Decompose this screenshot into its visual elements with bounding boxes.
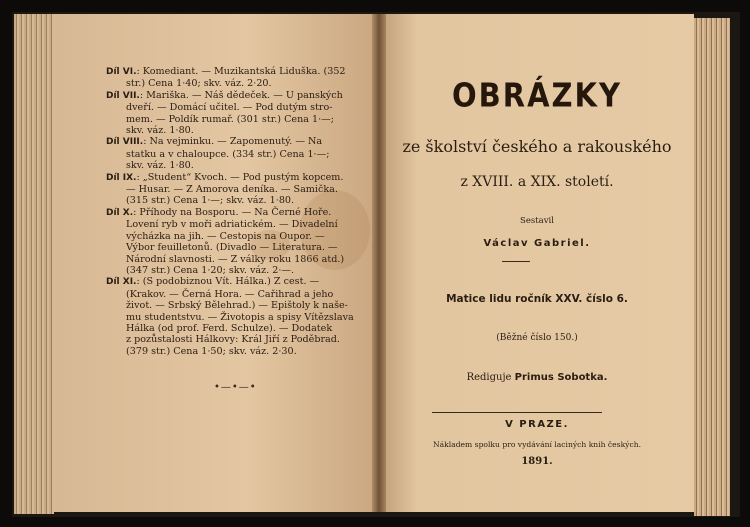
entry-line: Hálka (od prof. Ferd. Schulze). — Dodatek: [126, 322, 333, 334]
entry-line: [106, 276, 356, 288]
entry-text: : Mariška. — Náš dědeček. — U panských: [139, 89, 343, 101]
compiled-by-label: Sestavil: [520, 216, 554, 226]
running-number: (Běžné číslo 150.): [496, 333, 578, 343]
editor-prefix: Rediguje: [466, 372, 512, 383]
entry-line: mem. — Poldík rumař. (301 str.) Cena 1·—;: [126, 113, 335, 125]
entry-line: skv. váz. 1·80.: [126, 125, 194, 137]
entry-line: — Husar. — Z Amorova deníka. — Samička.: [126, 184, 338, 196]
entry-line: Lovení ryb v moři adriatickém. — Divadelní: [126, 219, 338, 231]
entry-line: z pozůstalosti Hálkovy: Král Jiří z Poděbrad.: [126, 334, 340, 346]
volume-label: Díl VII.: [106, 90, 140, 101]
entry-line: str.) Cena 1·40; skv. váz. 2·20.: [126, 78, 272, 90]
volume-entry: [106, 276, 356, 357]
volume-entry: [106, 90, 356, 137]
entry-line: [106, 136, 356, 148]
entry-line: [106, 172, 356, 184]
editor-name: Primus Sobotka.: [514, 372, 608, 383]
entry-line: dveří. — Domácí učitel. — Pod dutým stro-: [126, 102, 333, 114]
publication-city: V PRAZE.: [505, 419, 569, 430]
entry-text: : Na vejminku. — Zapomenutý. — Na: [143, 136, 323, 148]
editor-line: [380, 372, 694, 383]
page-edges-left: [14, 14, 54, 514]
ornamental-rule: [432, 412, 602, 413]
ornament-divider: •—•—•: [214, 382, 257, 393]
entry-line: (347 str.) Cena 1·20; skv. váz. 2·—.: [126, 264, 295, 276]
entry-line: (379 str.) Cena 1·50; skv. váz. 2·30.: [126, 345, 297, 357]
volume-entry: [106, 207, 356, 276]
publication-year: 1891.: [521, 456, 553, 467]
entry-text: : „Student“ Kvoch. — Pod pustým kopcem.: [136, 171, 344, 183]
entry-line: Národní slavnosti. — Z války roku 1866 atd.): [126, 253, 345, 265]
volume-label: Díl VI.: [106, 67, 137, 77]
author-name: Václav Gabriel.: [483, 238, 591, 249]
entry-line: Výbor feuilletonů. (Divadlo — Literatura. —: [126, 242, 338, 254]
short-rule: [502, 261, 530, 262]
entry-text: : Příhody na Bosporu. — Na Černé Hoře.: [133, 206, 332, 218]
subtitle-line-1: ze školství českého a rakouského: [402, 137, 672, 156]
subtitle-line-2: z XVIII. a XIX. století.: [460, 174, 614, 190]
entry-line: [106, 66, 356, 78]
entry-line: život. — Srbský Bělehrad.) — Epištoly k naše-: [126, 300, 348, 312]
volume-entry: [106, 136, 356, 171]
volume-entry: [106, 172, 356, 207]
entry-line: statku a v chaloupce. (334 str.) Cena 1·—;: [126, 148, 330, 160]
entry-line: [106, 90, 356, 102]
volume-label: Díl XI.: [106, 277, 137, 288]
volume-entry: [106, 66, 356, 90]
volume-label: Díl IX.: [106, 172, 137, 183]
entry-line: [106, 207, 356, 219]
entry-line: (315 str.) Cena 1·—; skv. váz. 1·80.: [126, 195, 295, 207]
publisher-line: Nákladem spolku pro vydávání laciných knih českých.: [432, 440, 642, 449]
volume-label: Díl VIII.: [106, 137, 144, 148]
series-info: Matice lidu ročník XXV. číslo 6.: [446, 293, 628, 305]
entry-text: : Komediant. — Muzikantská Liduška. (352: [136, 66, 346, 77]
book-title: OBRÁZKY: [451, 75, 623, 115]
entry-line: mu studentstvu. — Životopis a spisy Vítězslava: [126, 311, 354, 323]
entry-text: : (S podobiznou Vít. Hálka.) Z cest. —: [136, 276, 320, 288]
entry-line: skv. váz. 1·80.: [126, 160, 194, 172]
page-edges-right: [694, 18, 730, 516]
entry-line: (Krakov. — Černá Hora. — Cařihrad a jeho: [126, 288, 334, 300]
entry-line: výcházka na jih. — Cestopis na Oupor. —: [126, 230, 325, 242]
volume-label: Díl X.: [106, 207, 134, 218]
volume-list: [106, 66, 356, 357]
